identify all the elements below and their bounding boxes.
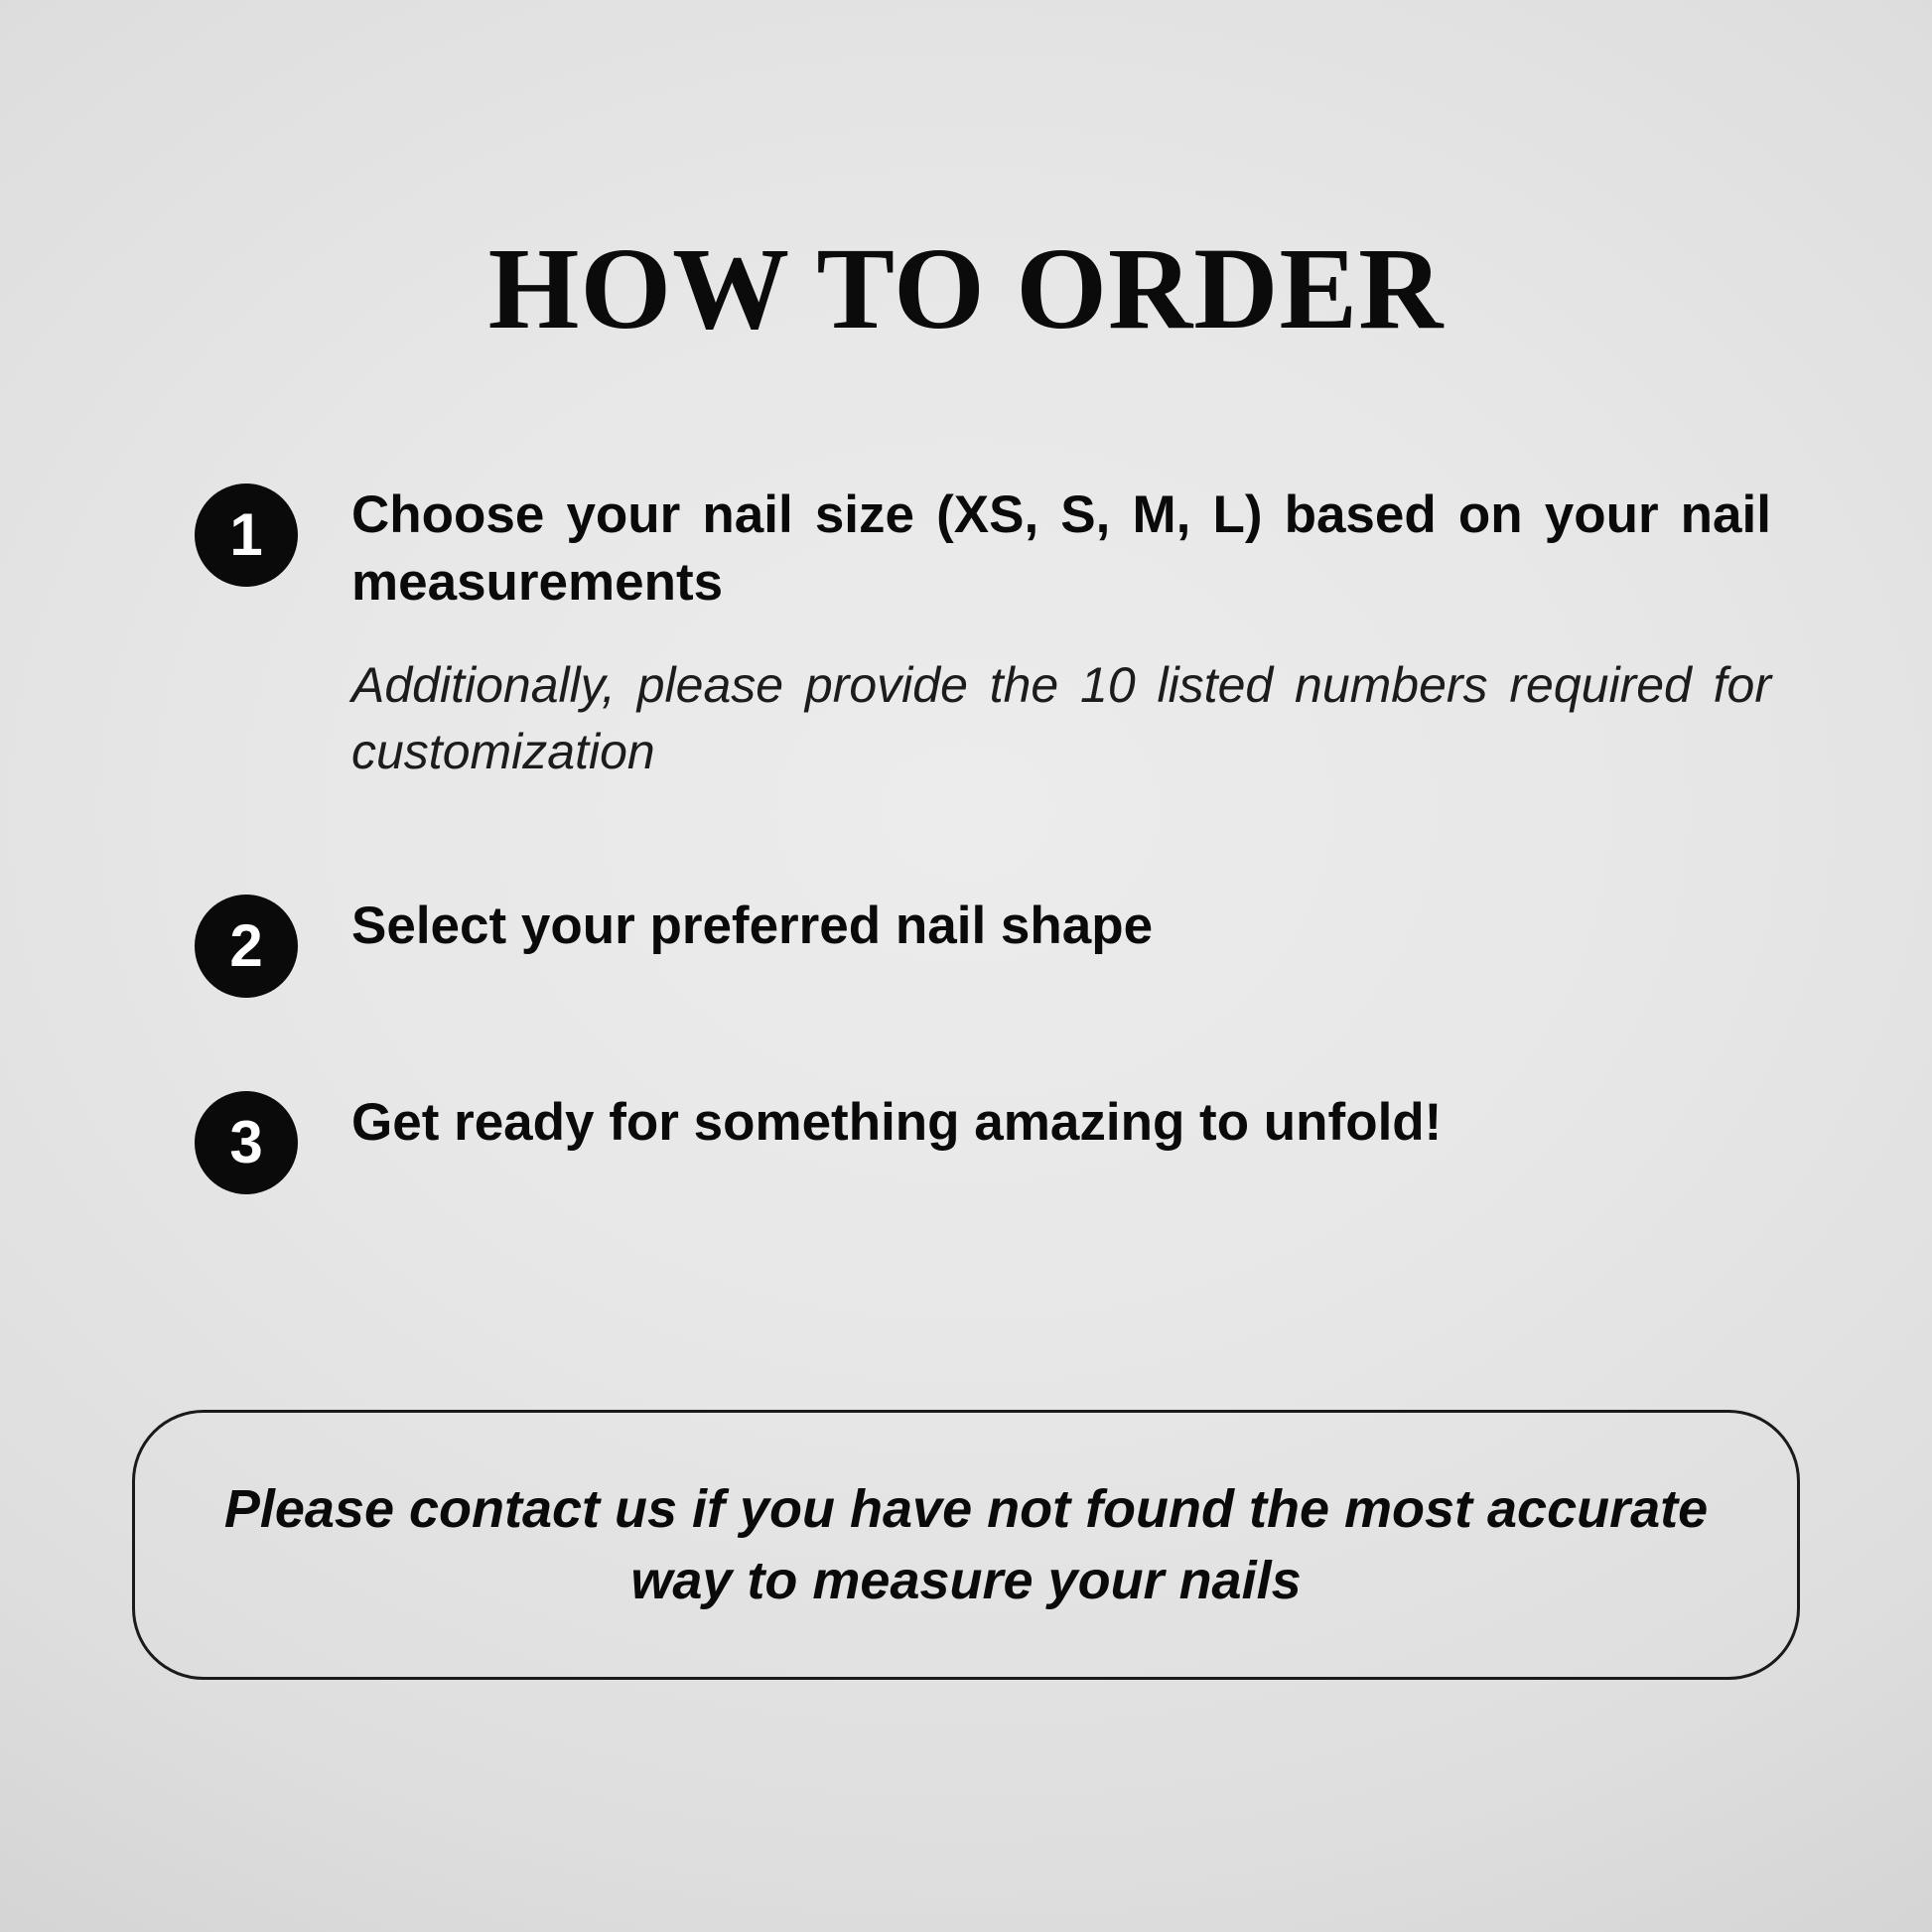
steps-list — [0, 482, 1932, 1194]
step-number-badge-1: 1 — [195, 483, 298, 587]
step-item-2 — [195, 893, 1773, 998]
contact-callout-box — [132, 1410, 1800, 1680]
step-item-3 — [195, 1089, 1773, 1194]
step-note-1: Additionally, please provide the 10 listed numbers required for customization — [351, 656, 1771, 779]
contact-callout-text: Please contact us if you have not found the most accurate way to measure your nails — [223, 1478, 1709, 1610]
step-item-1 — [195, 482, 1773, 617]
page-title: HOW TO ORDER — [487, 223, 1445, 353]
step-number-badge-2: 2 — [195, 895, 298, 998]
step-text-3: Get ready for something amazing to unfold! — [351, 1092, 1443, 1152]
step-text-2: Select your preferred nail shape — [351, 896, 1154, 955]
step-text-1: Choose your nail size (XS, S, M, L) based on your nail measurements — [351, 485, 1771, 612]
step-number-badge-3: 3 — [195, 1091, 298, 1194]
